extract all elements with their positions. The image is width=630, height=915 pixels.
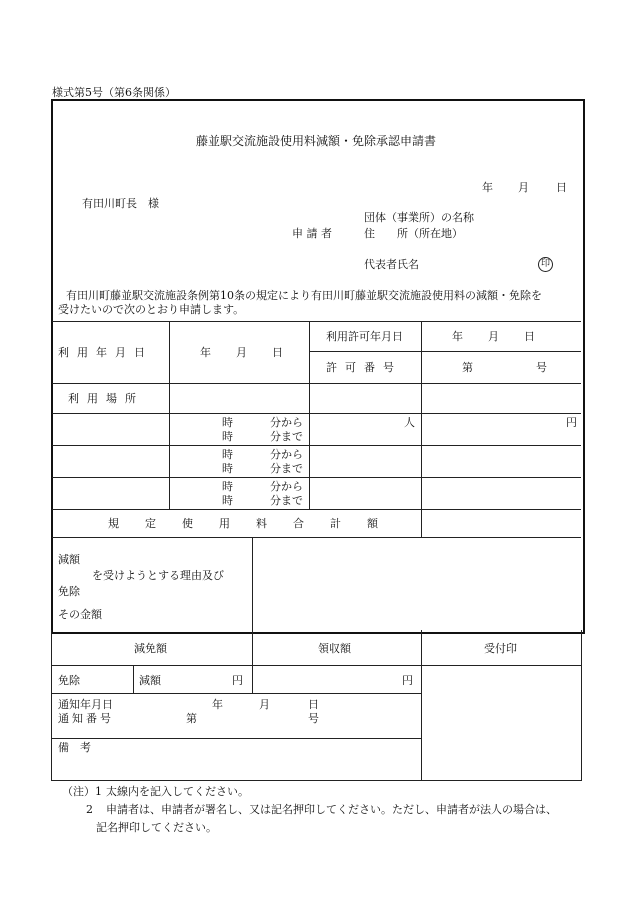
note-2-line2: 記名押印してください。 — [96, 821, 217, 834]
form-number-label: 様式第5号（第6条関係） — [52, 86, 176, 99]
reason-line3: 免除 — [58, 585, 80, 598]
notice-date-month: 月 — [259, 698, 270, 711]
form-title: 藤並駅交流施設使用料減額・免除承認申請書 — [196, 134, 437, 148]
time-row-1-from-hour[interactable]: 時 — [222, 416, 233, 429]
receipt-stamp-header: 受付印 — [484, 642, 517, 655]
received-amount-header: 領収額 — [318, 642, 351, 655]
remarks-label: 備 考 — [58, 741, 91, 754]
permit-date-month[interactable]: 月 — [488, 330, 499, 343]
applicant-label: 申 請 者 — [292, 227, 332, 240]
use-date-day[interactable]: 日 — [272, 346, 283, 359]
use-date-label: 利用年月日 — [58, 346, 153, 359]
total-fee-label: 規定使用料合計額 — [108, 517, 404, 530]
reduction-label: 減額 — [139, 674, 161, 687]
exemption-label: 免除 — [58, 674, 80, 687]
people-count-unit[interactable]: 人 — [404, 416, 415, 429]
reason-line2: を受けようとする理由及び — [92, 569, 224, 582]
time-row-2-to-hour[interactable]: 時 — [222, 462, 233, 475]
notice-number-prefix: 第 — [186, 712, 197, 725]
time-row-1-to-min[interactable]: 分まで — [270, 430, 303, 443]
date-day[interactable]: 日 — [556, 181, 567, 194]
use-date-year[interactable]: 年 — [200, 346, 211, 359]
notice-number-label: 通知番号 — [58, 712, 114, 725]
time-row-3-to-min[interactable]: 分まで — [270, 494, 303, 507]
intro-text-line1: 有田川町藤並駅交流施設条例第10条の規定により有田川町藤並駅交流施設使用料の減額・免除を — [66, 289, 542, 302]
reduction-yen: 円 — [232, 674, 243, 687]
reason-line4: その金額 — [58, 608, 102, 621]
time-row-1-to-hour[interactable]: 時 — [222, 430, 233, 443]
time-row-3-to-hour[interactable]: 時 — [222, 494, 233, 507]
intro-text-line2: 受けたいので次のとおり申請します。 — [58, 303, 245, 316]
addressee: 有田川町長 様 — [82, 197, 159, 210]
note-1: 太線内を記入してください。 — [106, 785, 249, 798]
notice-number-suffix: 号 — [308, 712, 319, 725]
reason-line1: 減額 — [58, 553, 80, 566]
place-label: 利用場所 — [68, 392, 144, 405]
date-year[interactable]: 年 — [482, 181, 493, 194]
note-2-line1: 申請者は、申請者が署名し、又は記名押印してください。ただし、申請者が法人の場合は、 — [106, 803, 557, 816]
org-name-label: 団体（事業所）の名称 — [364, 211, 474, 224]
seal-mark: 印 — [538, 257, 553, 272]
note-head: （注）1 — [62, 785, 102, 798]
notice-date-label: 通知年月日 — [58, 698, 113, 711]
permit-number-label: 許可番号 — [326, 361, 402, 374]
time-row-3-from-hour[interactable]: 時 — [222, 480, 233, 493]
note-2-number: 2 — [86, 803, 93, 816]
received-yen: 円 — [402, 674, 413, 687]
permit-number-prefix[interactable]: 第 — [462, 361, 473, 374]
permit-date-label: 利用許可年月日 — [326, 330, 403, 343]
address-label: 住 所（所在地） — [364, 227, 463, 240]
time-row-2-to-min[interactable]: 分まで — [270, 462, 303, 475]
time-row-1-from-min[interactable]: 分から — [270, 416, 303, 429]
time-row-2-from-hour[interactable]: 時 — [222, 448, 233, 461]
representative-label: 代表者氏名 — [364, 258, 419, 271]
notice-date-year: 年 — [212, 698, 223, 711]
fee-yen-unit[interactable]: 円 — [566, 416, 577, 429]
use-date-month[interactable]: 月 — [236, 346, 247, 359]
permit-date-day[interactable]: 日 — [524, 330, 535, 343]
permit-date-year[interactable]: 年 — [452, 330, 463, 343]
permit-number-suffix[interactable]: 号 — [536, 361, 547, 374]
application-form-box — [51, 99, 585, 634]
reduced-amount-header: 減免額 — [134, 642, 167, 655]
date-month[interactable]: 月 — [518, 181, 529, 194]
time-row-2-from-min[interactable]: 分から — [270, 448, 303, 461]
time-row-3-from-min[interactable]: 分から — [270, 480, 303, 493]
notice-date-day: 日 — [308, 698, 319, 711]
